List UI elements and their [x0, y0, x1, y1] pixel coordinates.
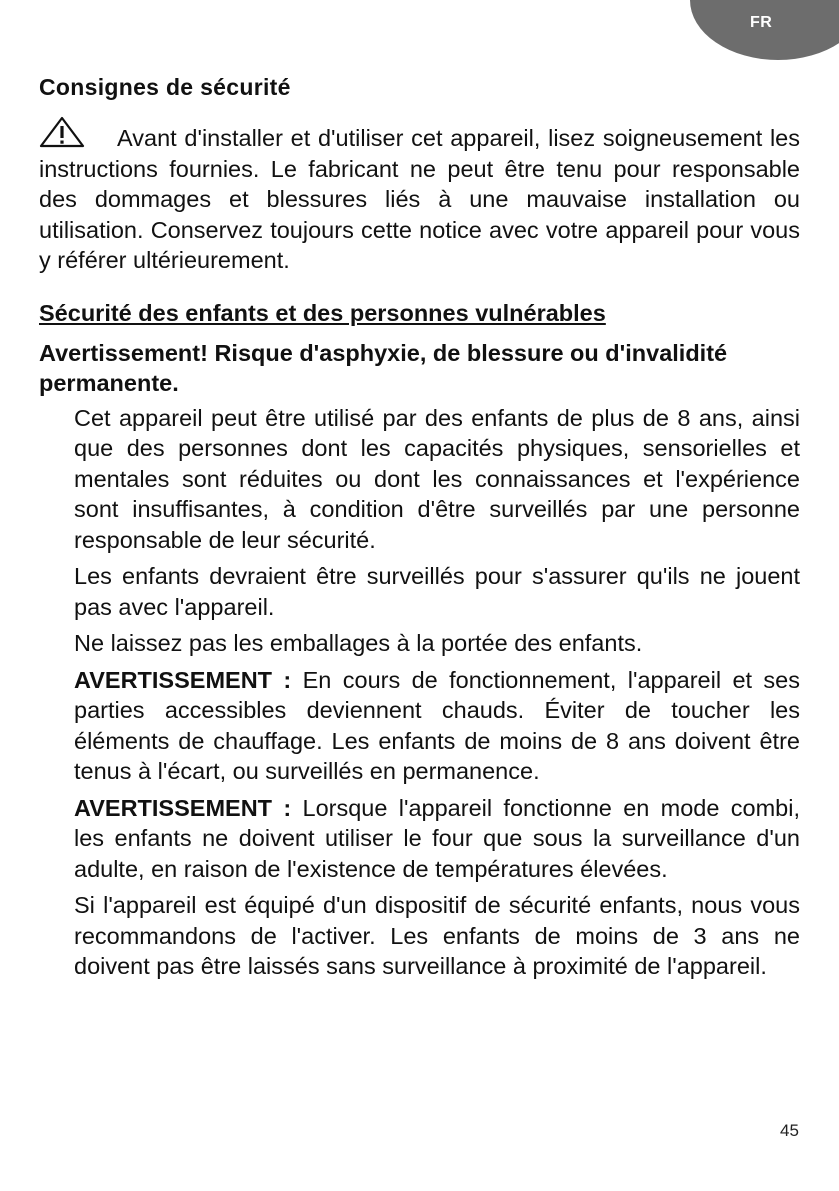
warning-heading: Avertissement! Risque d'asphyxie, de blessure ou d'invalidité permanente.: [39, 339, 728, 396]
warning-label: AVERTISSEMENT :: [74, 666, 292, 693]
safety-item-warning: AVERTISSEMENT : Lorsque l'appareil fonctionne en mode combi, les enfants ne doivent utiliser le four que sous la surveillance d'un adulte, en raison de l'existence de températures élevées.: [74, 794, 800, 882]
warning-triangle-icon: [39, 116, 85, 148]
language-tab-label: FR: [750, 14, 773, 31]
section-title: Consignes de sécurité: [39, 74, 291, 100]
intro-paragraph: [39, 116, 800, 276]
page-number: 45: [780, 1121, 799, 1140]
safety-item: Si l'appareil est équipé d'un dispositif de sécurité enfants, nous vous recommandons de l'activer. Les enfants de moins de 3 ans ne doivent pas être laissés sans surveillance à proximité de l'appareil.: [74, 892, 800, 979]
safety-item: Les enfants devraient être surveillés pour s'assurer qu'ils ne jouent pas avec l'appareil.: [74, 563, 800, 620]
safety-item-warning: AVERTISSEMENT : En cours de fonctionnement, l'appareil et ses parties accessibles deviennent chauds. Éviter de toucher les éléments de chauffage. Les enfants de moins de 8 ans doivent être tenus à l'écart, ou surveillés en permanence.: [74, 666, 801, 784]
safety-item-list: [39, 403, 800, 982]
warning-label: AVERTISSEMENT :: [74, 794, 292, 821]
children-safety-subtitle: Sécurité des enfants et des personnes vulnérables: [39, 299, 606, 326]
safety-item: Ne laissez pas les emballages à la portée des enfants.: [74, 630, 643, 656]
page-content: [39, 72, 800, 988]
intro-text: Avant d'installer et d'utiliser cet appareil, lisez soigneusement les instructions fournies. Le fabricant ne peut être tenu pour responsable des dommages et blessures liés à une mauvaise installation ou utilisation. Conservez toujours cette notice avec votre appareil pour vous y référer ultérieurement.: [39, 125, 800, 273]
safety-item: Cet appareil peut être utilisé par des enfants de plus de 8 ans, ainsi que des personnes dont les capacités physiques, sensorielles et mentales sont réduites ou dont les connaissances et l'expérience sont insuffisantes, à condition d'être surveillés par une personne responsable de leur sécurité.: [74, 404, 800, 553]
